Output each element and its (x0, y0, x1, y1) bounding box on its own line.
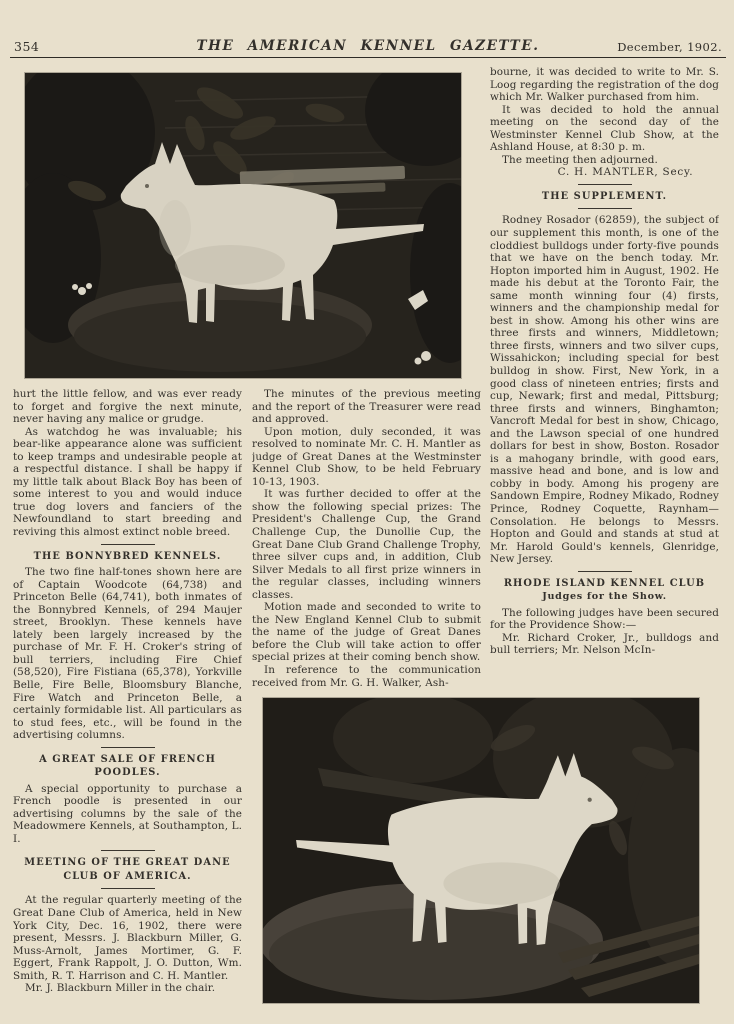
section-divider (578, 208, 632, 209)
dog-eye (145, 184, 149, 188)
section-divider (101, 888, 155, 889)
header-rule (10, 57, 726, 58)
paragraph: The following judges have been secured for the Providence Show:— (490, 606, 719, 632)
page-header (14, 36, 722, 55)
column-center (252, 388, 481, 698)
issue-date: December, 1902. (617, 40, 722, 54)
journal-title: THE AMERICAN KENNEL GAZETTE. (196, 38, 540, 54)
section-divider (101, 544, 155, 545)
paragraph: It was decided to hold the annual meeting on the second day of the Westminster Kennel Club Show, at the Ashland House, at 8:30 p. m. (490, 103, 719, 154)
bull-terrier-photo-bottom (263, 698, 699, 1003)
paragraph: A special opportunity to purchase a French poodle is presented in our advertising columns by the sale of the Meadowmere Kennels, at Southampton, L. I. (13, 782, 242, 845)
secretary-signature: C. H. MANTLER, Secy. (557, 166, 694, 179)
section-divider (101, 850, 155, 851)
paragraph: Motion made and seconded to write to the New England Kennel Club to submit the name of the judge of Great Danes before the Club will take action to offer special prizes at their coming bench show. (252, 601, 481, 664)
section-heading-text: RHODE ISLAND KENNEL CLUB (503, 577, 706, 589)
section-heading-poodles: A GREAT SALE OF FRENCH POODLES. (39, 753, 216, 779)
page-number: 354 (14, 39, 40, 54)
section-heading-supplement: THE SUPPLEMENT. (541, 190, 668, 202)
paragraph: Upon motion, duly seconded, it was resolved to nominate Mr. C. H. Mantler as judge of Great Danes at the Westminster Kennel Club Show, to be held February 10-13, 1903. (252, 425, 481, 488)
section-heading-great-dane: MEETING OF THE GREAT DANE CLUB OF AMERICA. (24, 857, 231, 882)
section-divider (578, 184, 632, 185)
paragraph: bourne, it was decided to write to Mr. S. Loog regarding the registration of the dog which Mr. Walker purchased from him. (490, 66, 719, 104)
column-left (13, 388, 242, 1014)
column-right (490, 66, 719, 696)
paragraph: The two fine half-tones shown here are of Captain Woodcote (64,738) and Princeton Belle (64,741), both inmates of the Bonnybred Kennels, of 294 Maujer street, Brooklyn. These kennels have lately been largely increased by the purchase of Mr. F. H. Croker's string of bull terriers, including Fire Chief (58,520), Fire Fistiana (65,378), Yorkville Belle, Fire Belle, Bloomsbury Blanche, Fire Watch and Princeton Belle, a certainly formidable list. All particulars as to stud fees, etc., will be found in the advertising columns. (13, 566, 242, 742)
bull-terrier-photo-top (25, 73, 461, 378)
section-divider (578, 571, 632, 572)
section-heading-rhode-island (492, 577, 717, 604)
paragraph: Mr. Richard Croker, Jr., bulldogs and bull terriers; Mr. Nelson McIn- (490, 631, 719, 657)
paragraph: It was further decided to offer at the show the following special prizes: The President's Challenge Cup, the Grand Challenge Cup, the Dunollie Cup, the Great Dane Club Grand Challenge Trophy, three silver cups and, in addition, Club Silver Medals to all first prize winners in the regular classes, including winners classes. (252, 488, 481, 601)
section-subheading-text: Judges for the Show. (542, 591, 667, 603)
paragraph: hurt the little fellow, and was ever ready to forget and forgive the next minute, never having any malice or grudge. (13, 388, 242, 426)
paragraph: At the regular quarterly meeting of the Great Dane Club of America, held in New York City, Dec. 16, 1902, there were present, Messrs. J. Blackburn Miller, G. Muss-Arnolt, James Mortimer, G. F. Eggert, Frank Rappolt, J. O. Dutton, Wm. Smith, R. T. Harrison and C. H. Mantler. (13, 894, 242, 982)
section-heading-bonnybred: THE BONNYBRED KENNELS. (33, 550, 222, 562)
paragraph: Rodney Rosador (62859), the subject of our supplement this month, is one of the cloddiest bulldogs under forty-five pounds that we have on the bench today. Mr. Hopton imported him in August, 1902. He made his debut at the Toronto Fair, the same month winning four (4) firsts, winners and the championship medal for best in show. Among his other wins are three firsts and winners, Middletown; three firsts, winners and two silver cups, Wissahickon; including special for best bulldog in show. First, New York, in a good class of nineteen entries; firsts and cup, Newark; first and medal, Pittsburg; three firsts and winners, Binghamton; Vancroft Medal for best in show, Chicago, and the Lawson special of one hundred dollars for best in show, Boston. Rosador is a mahogany brindle, with good ears, massive head and bone, and is low and cobby in body. Among his progeny are Sandown Empire, Rodney Mikado, Rodney Prince, Rodney Coquette, Raynham—Consolation. He belongs to Messrs. Hopton and Gould and stands at stud at Mr. Harold Gould's kennels, Glenridge, New Jersey. (490, 214, 719, 566)
dog-eye (588, 798, 592, 802)
section-divider (101, 747, 155, 748)
paragraph: In reference to the communication received from Mr. G. H. Walker, Ash- (252, 664, 481, 689)
paragraph: As watchdog he was invaluable; his bear-like appearance alone was sufficient to keep tramps and undesirable people at a respectful distance. I shall be happy if my little talk about Black Boy has been of some interest to you and would induce true dog lovers and fanciers of the Newfoundland to start breeding and reviving this almost extinct noble breed. (13, 425, 242, 539)
paragraph: The meeting then adjourned. (502, 153, 658, 166)
paragraph: Mr. J. Blackburn Miller in the chair. (25, 982, 216, 995)
paragraph: The minutes of the previous meeting and the report of the Treasurer were read and approved. (252, 388, 481, 426)
